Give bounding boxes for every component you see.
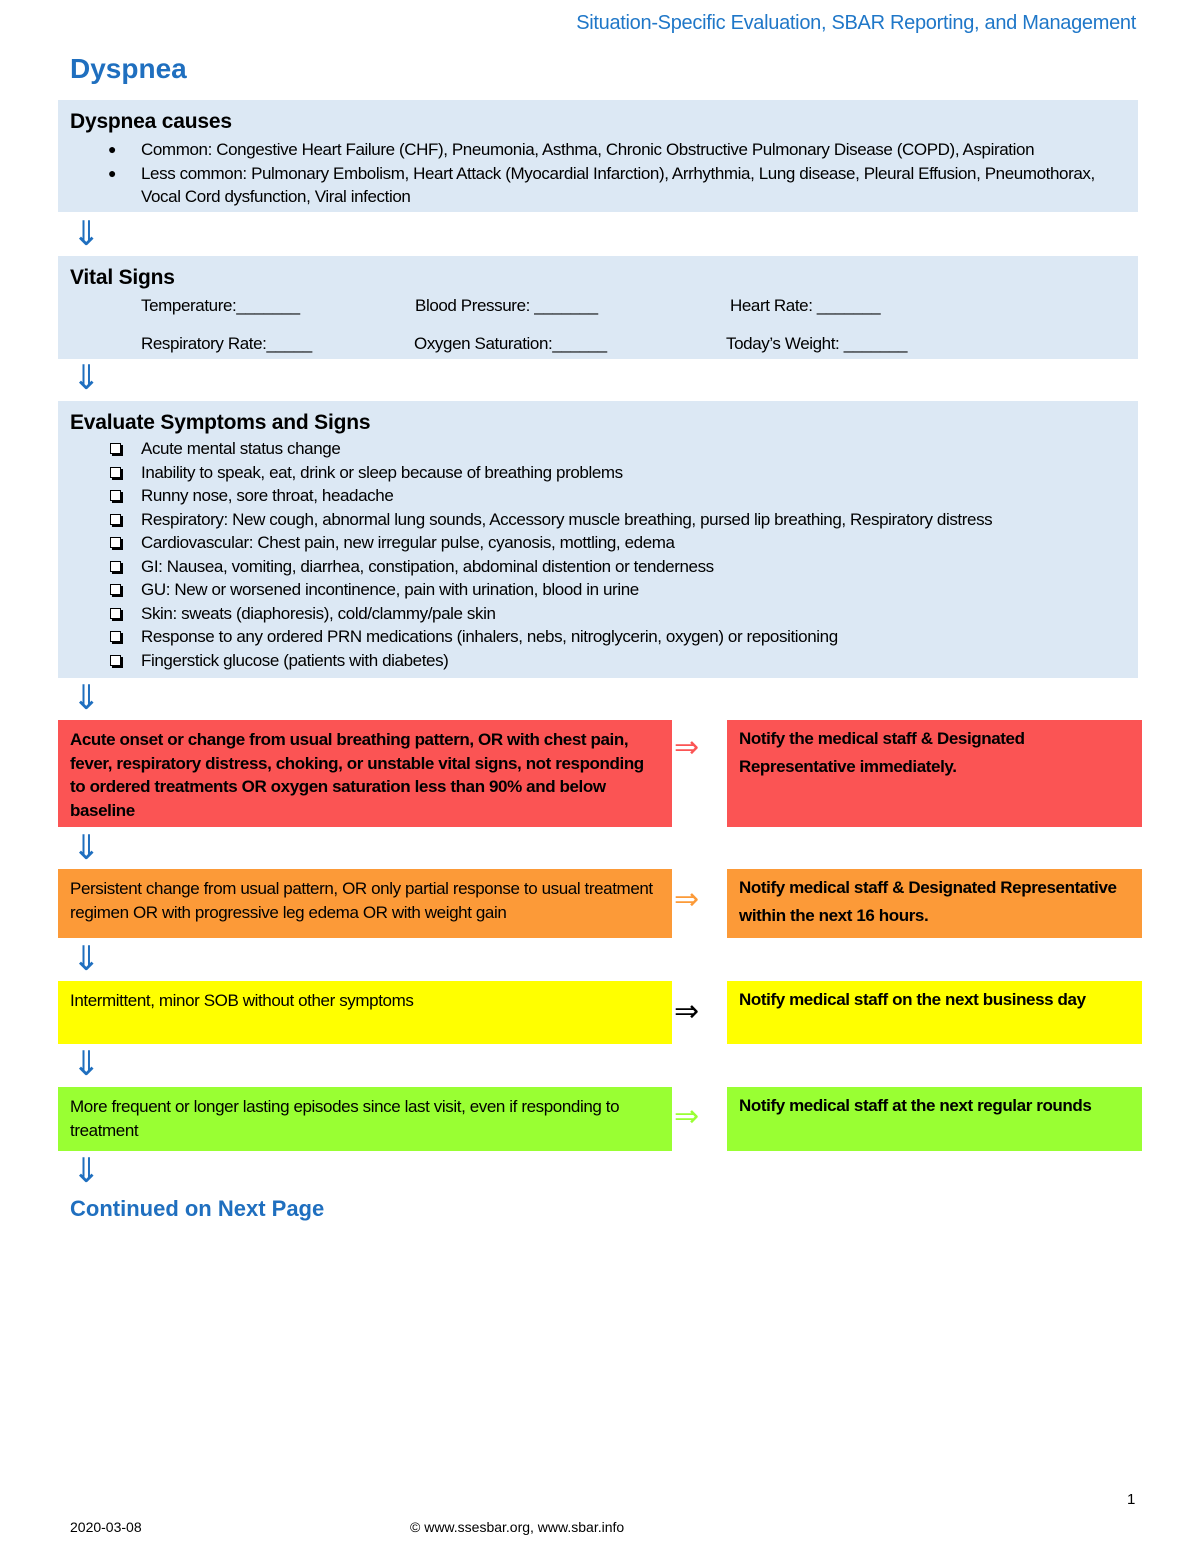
- down-arrow-icon: ⇓: [72, 1045, 101, 1083]
- yellow-condition-box: Intermittent, minor SOB without other symptoms: [58, 981, 672, 1044]
- red-action-box: Notify the medical staff & Designated Representative immediately.: [727, 720, 1142, 827]
- checklist-item: Fingerstick glucose (patients with diabetes): [70, 649, 1126, 673]
- checklist-item: Respiratory: New cough, abnormal lung sounds, Accessory muscle breathing, pursed lip breathing, Respiratory distress: [70, 508, 1126, 532]
- causes-list: [70, 138, 1126, 209]
- right-arrow-icon: ⇒: [674, 1100, 700, 1133]
- heart-rate-field: Heart Rate: _______: [730, 296, 881, 315]
- vitals-row-1: [70, 288, 1126, 326]
- continued-label: Continued on Next Page: [70, 1196, 325, 1221]
- weight-field: Today’s Weight: _______: [726, 334, 908, 353]
- checkbox-icon[interactable]: [110, 490, 121, 501]
- header-title: Situation-Specific Evaluation, SBAR Reporting, and Management: [576, 12, 1136, 34]
- causes-heading: Dyspnea causes: [70, 110, 232, 133]
- red-condition-box: Acute onset or change from usual breathing pattern, OR with chest pain, fever, respiratory distress, choking, or unstable vital signs, not responding to ordered treatments OR oxygen saturation less than 90% and below baseline: [58, 720, 672, 827]
- down-arrow-icon: ⇓: [72, 940, 101, 978]
- checklist-item: GU: New or worsened incontinence, pain with urination, blood in urine: [70, 578, 1126, 602]
- right-arrow-icon: ⇒: [674, 883, 700, 916]
- page-title: Dyspnea: [70, 53, 187, 84]
- bullet-icon: ●: [108, 164, 117, 181]
- page-number: 1: [1127, 1491, 1136, 1508]
- list-item: ● Common: Congestive Heart Failure (CHF), Pneumonia, Asthma, Chronic Obstructive Pulmonary Disease (COPD), Aspiration: [70, 138, 1126, 162]
- checklist-item: Acute mental status change: [70, 437, 1126, 461]
- checkbox-icon[interactable]: [110, 561, 121, 572]
- green-action-box: Notify medical staff at the next regular rounds: [727, 1087, 1142, 1151]
- yellow-action-box: Notify medical staff on the next business day: [727, 981, 1142, 1044]
- bullet-icon: ●: [108, 141, 117, 157]
- checkbox-icon[interactable]: [110, 467, 121, 478]
- evaluate-heading: Evaluate Symptoms and Signs: [70, 411, 371, 434]
- right-arrow-icon: ⇒: [674, 731, 700, 764]
- checkbox-icon[interactable]: [110, 608, 121, 619]
- checkbox-icon[interactable]: [110, 584, 121, 595]
- checkbox-icon[interactable]: [110, 514, 121, 525]
- checklist-item: Skin: sweats (diaphoresis), cold/clammy/pale skin: [70, 602, 1126, 626]
- list-item: ● Less common: Pulmonary Embolism, Heart Attack (Myocardial Infarction), Arrhythmia, Lung disease, Pleural Effusion, Pneumothorax, Vocal Cord dysfunction, Viral infection: [108, 163, 1095, 206]
- blood-pressure-field: Blood Pressure: _______: [415, 296, 598, 315]
- evaluate-panel: [58, 401, 1138, 678]
- right-arrow-icon: ⇒: [674, 995, 700, 1028]
- down-arrow-icon: ⇓: [72, 1152, 101, 1190]
- checklist-item: Runny nose, sore throat, headache: [70, 484, 1126, 508]
- checklist-item: GI: Nausea, vomiting, diarrhea, constipation, abdominal distention or tenderness: [70, 555, 1126, 579]
- footer-date: 2020-03-08: [70, 1519, 142, 1535]
- evaluate-list: [70, 437, 1126, 672]
- down-arrow-icon: ⇓: [72, 679, 101, 717]
- temperature-field: Temperature:_______: [141, 296, 300, 315]
- down-arrow-icon: ⇓: [72, 359, 101, 397]
- checkbox-icon[interactable]: [110, 631, 121, 642]
- footer-copyright: © www.ssesbar.org, www.sbar.info: [410, 1519, 625, 1535]
- respiratory-rate-field: Respiratory Rate:_____: [141, 334, 312, 353]
- oxygen-saturation-field: Oxygen Saturation:______: [414, 334, 607, 353]
- checklist-item: Cardiovascular: Chest pain, new irregular pulse, cyanosis, mottling, edema: [70, 531, 1126, 555]
- orange-action-box: Notify medical staff & Designated Representative within the next 16 hours.: [727, 869, 1142, 938]
- checkbox-icon[interactable]: [110, 655, 121, 666]
- checklist-item: Response to any ordered PRN medications (inhalers, nebs, nitroglycerin, oxygen) or repositioning: [70, 625, 1126, 649]
- down-arrow-icon: ⇓: [72, 829, 101, 867]
- vitals-row-2: [70, 326, 1126, 364]
- vitals-heading: Vital Signs: [70, 266, 175, 289]
- checklist-item: Inability to speak, eat, drink or sleep because of breathing problems: [70, 461, 1126, 485]
- green-condition-box: More frequent or longer lasting episodes since last visit, even if responding to treatment: [58, 1087, 672, 1151]
- down-arrow-icon: ⇓: [72, 215, 101, 253]
- causes-panel: [58, 100, 1138, 212]
- orange-condition-box: Persistent change from usual pattern, OR only partial response to usual treatment regimen OR with progressive leg edema OR with weight gain: [58, 869, 672, 938]
- checkbox-icon[interactable]: [110, 443, 121, 454]
- checkbox-icon[interactable]: [110, 537, 121, 548]
- vitals-panel: [58, 256, 1138, 359]
